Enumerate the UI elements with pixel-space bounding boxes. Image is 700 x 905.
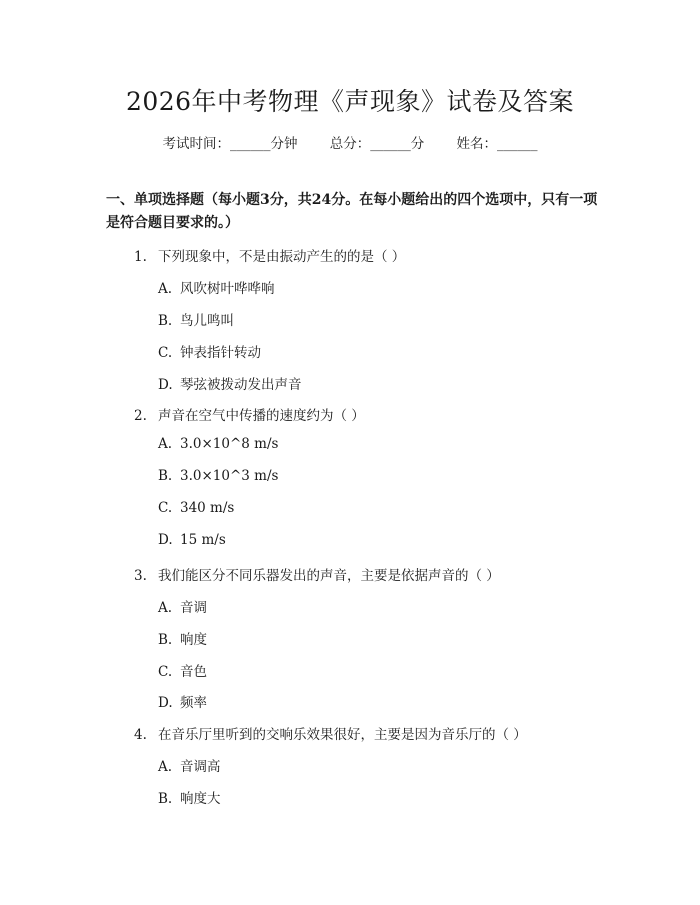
option-text: 3.0×10^8 m/s <box>180 436 279 452</box>
option-text: 鸟儿鸣叫 <box>180 313 234 329</box>
section-heading: 一、单项选择题（每小题3分，共24分。在每小题给出的四个选项中，只有一项是符合题目要求的。） <box>106 192 598 231</box>
option-4b <box>158 787 221 807</box>
question-text: 下列现象中，不是由振动产生的的是（ ） <box>158 249 406 265</box>
option-letter: A. <box>158 281 173 297</box>
option-text: 15 m/s <box>180 532 226 548</box>
question-2 <box>134 404 365 424</box>
exam-title: 2026年中考物理《声现象》试卷及答案 <box>125 87 575 116</box>
option-letter: B. <box>158 791 173 807</box>
option-4a <box>158 755 221 775</box>
option-2b <box>158 468 278 484</box>
question-text: 我们能区分不同乐器发出的声音，主要是依据声音的（ ） <box>158 568 500 584</box>
option-2a <box>158 436 278 452</box>
option-letter: B. <box>158 632 173 648</box>
option-text: 音色 <box>180 664 207 680</box>
option-letter: A. <box>158 436 173 452</box>
option-letter: B. <box>158 468 173 484</box>
question-text: 声音在空气中传播的速度约为（ ） <box>158 408 365 424</box>
option-text: 频率 <box>180 695 207 711</box>
option-text: 风吹树叶哗哗响 <box>180 281 275 297</box>
option-3c <box>158 660 207 680</box>
option-text: 钟表指针转动 <box>180 345 261 361</box>
option-text: 响度 <box>180 632 207 648</box>
exam-name-field: 姓名：______ <box>456 136 538 152</box>
exam-time-field: 考试时间：______分钟 <box>162 136 298 152</box>
option-letter: C. <box>158 500 173 516</box>
question-1 <box>134 245 405 265</box>
option-1d <box>158 373 302 393</box>
option-letter: D. <box>158 377 173 393</box>
option-letter: C. <box>158 345 173 361</box>
option-3a <box>158 596 207 616</box>
option-text: 响度大 <box>180 791 221 807</box>
question-text: 在音乐厅里听到的交响乐效果很好，主要是因为音乐厅的（ ） <box>158 727 527 743</box>
option-letter: A. <box>158 600 173 616</box>
question-number: 3. <box>134 568 147 584</box>
question-number: 2. <box>134 408 147 424</box>
option-text: 音调高 <box>180 759 221 775</box>
option-text: 3.0×10^3 m/s <box>180 468 279 484</box>
option-letter: A. <box>158 759 173 775</box>
question-number: 1. <box>134 249 147 265</box>
exam-meta <box>0 132 700 152</box>
option-3b <box>158 628 207 648</box>
option-text: 音调 <box>180 600 207 616</box>
option-1a <box>158 277 275 297</box>
option-text: 340 m/s <box>180 500 235 516</box>
option-3d <box>158 691 207 711</box>
option-2d <box>158 532 226 548</box>
question-3 <box>134 564 500 584</box>
question-4 <box>134 723 527 743</box>
exam-score-field: 总分：______分 <box>329 136 425 152</box>
option-letter: D. <box>158 532 173 548</box>
option-letter: C. <box>158 664 173 680</box>
question-number: 4. <box>134 727 147 743</box>
option-text: 琴弦被拨动发出声音 <box>180 377 302 393</box>
option-1c <box>158 341 261 361</box>
option-letter: D. <box>158 695 173 711</box>
option-letter: B. <box>158 313 173 329</box>
option-1b <box>158 309 234 329</box>
option-2c <box>158 500 234 516</box>
